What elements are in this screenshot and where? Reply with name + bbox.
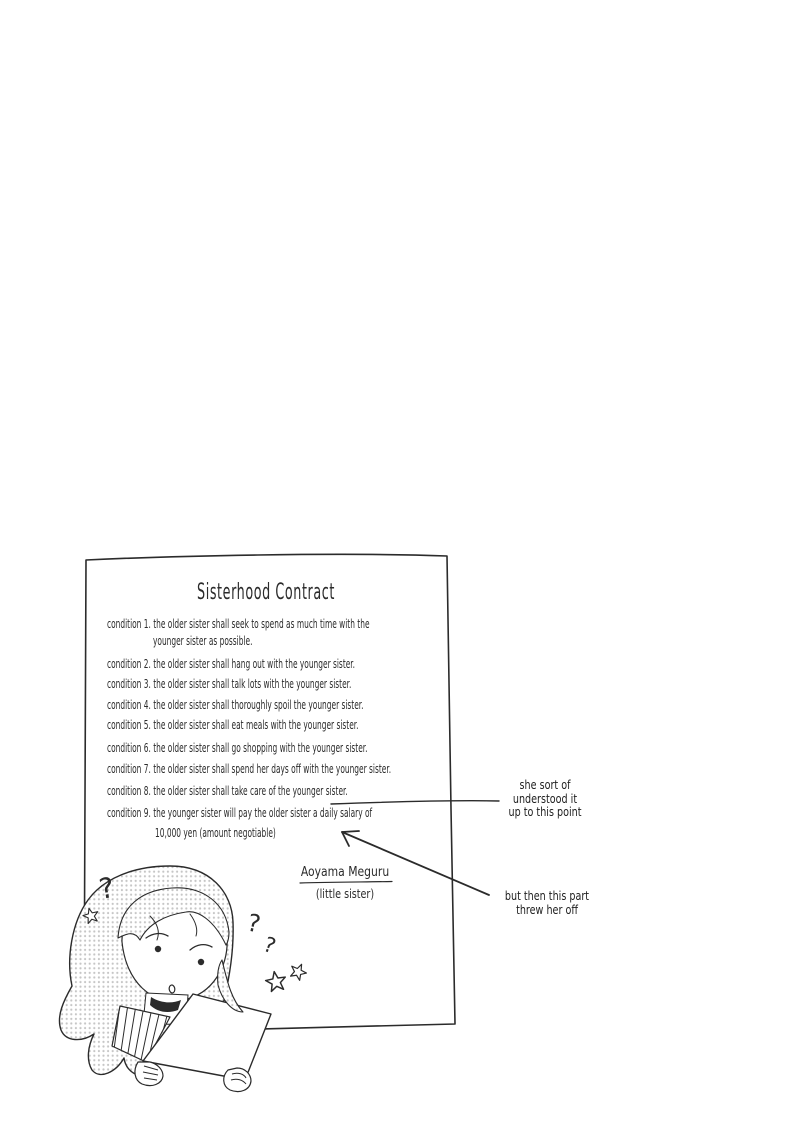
contract-line: condition 1. the older sister shall seek to spend as much time with the bbox=[107, 617, 370, 631]
contract-line: younger sister as possible. bbox=[153, 634, 253, 648]
note-threw-off-line: threw her off bbox=[516, 903, 578, 917]
girl-right-eye bbox=[198, 959, 204, 965]
girl-left-hand bbox=[135, 1062, 163, 1086]
contract-line: condition 7. the older sister shall spend her days off with the younger sister. bbox=[107, 762, 392, 776]
note-threw-off-line: but then this part bbox=[504, 889, 590, 903]
contract-line: condition 5. the older sister shall eat meals with the younger sister. bbox=[107, 718, 359, 732]
question-mark-icon: ? bbox=[96, 870, 117, 906]
contract-line: condition 9. the younger sister will pay the older sister a daily salary of bbox=[107, 806, 373, 820]
contract-line: condition 4. the older sister shall thoroughly spoil the younger sister. bbox=[107, 698, 364, 712]
note-threw-off bbox=[498, 889, 596, 917]
contract-line: 10,000 yen (amount negotiable) bbox=[155, 826, 276, 840]
signature-name: Aoyama Meguru bbox=[300, 864, 390, 880]
signature-role: (little sister) bbox=[315, 887, 375, 901]
note-understood-line: up to this point bbox=[508, 805, 582, 819]
girl-mouth bbox=[169, 985, 176, 994]
girl-right-hand bbox=[224, 1068, 251, 1092]
girl-left-eye bbox=[155, 946, 161, 952]
contract-line: condition 8. the older sister shall take care of the younger sister. bbox=[107, 784, 348, 798]
question-mark-icon: ? bbox=[260, 932, 279, 959]
note-understood bbox=[498, 779, 592, 820]
note-understood-line: understood it bbox=[512, 791, 578, 806]
contract-title: Sisterhood Contract bbox=[197, 580, 335, 605]
contract-line: condition 3. the older sister shall talk lots with the younger sister. bbox=[107, 677, 352, 691]
contract-line: condition 6. the older sister shall go shopping with the younger sister. bbox=[107, 741, 368, 755]
question-mark-icon: ? bbox=[244, 908, 264, 939]
note-understood-line: she sort of bbox=[519, 778, 571, 792]
contract-line: condition 2. the older sister shall hang out with the younger sister. bbox=[107, 657, 356, 671]
